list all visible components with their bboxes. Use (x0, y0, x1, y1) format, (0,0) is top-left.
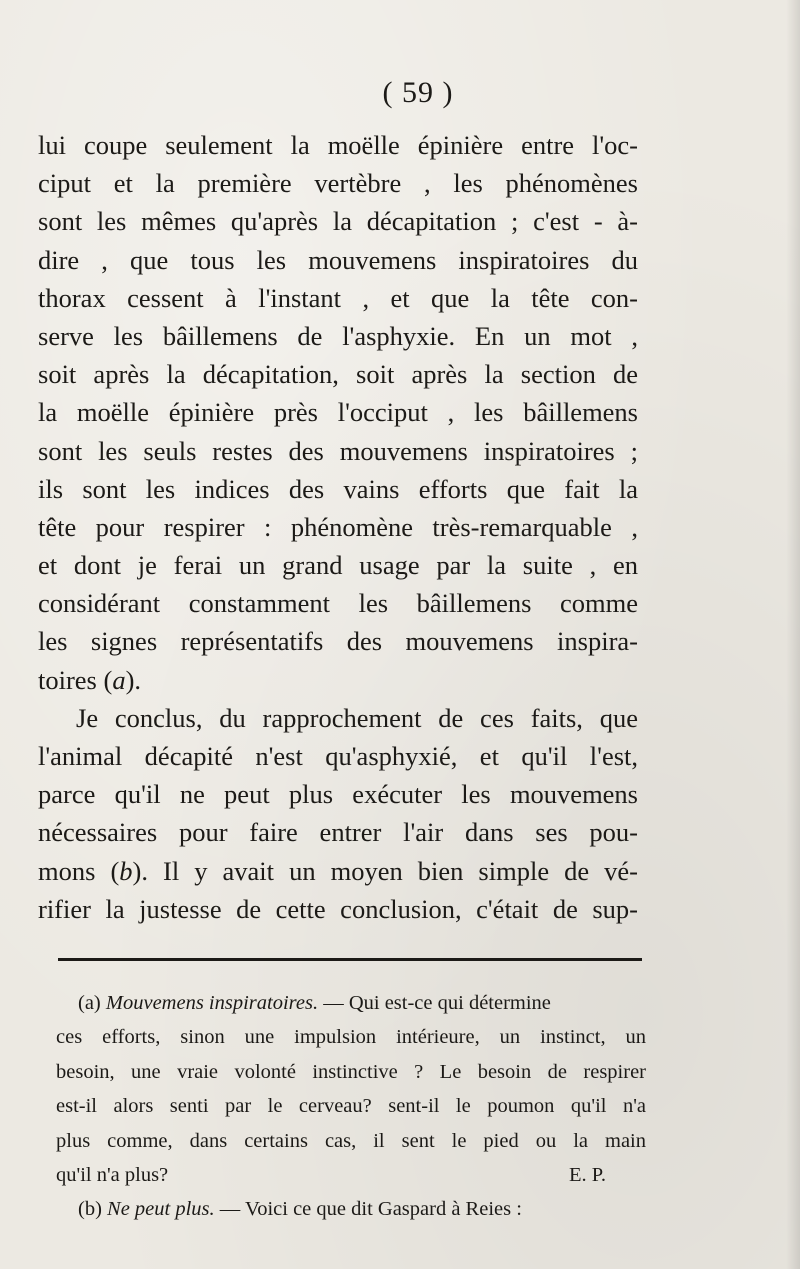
paragraph-start-line: Je conclus, du rapprochement de ces faits, que (76, 702, 638, 733)
text-fragment: ). Il y avait un moyen bien simple de vé- (132, 855, 639, 886)
footnote-ref-b[interactable]: b (119, 855, 133, 886)
footnote-line: plus comme, dans certains cas, il sent le pied ou la main (56, 1129, 646, 1152)
footnote-a-title: Mouvemens inspiratoires. (105, 992, 319, 1014)
footnote-b-text: Voici ce que dit Gaspard à Reies : (245, 1198, 522, 1221)
footnote-line: besoin, une vraie volonté instinctive ? Le besoin de respirer (56, 1060, 646, 1083)
footnote-separator (58, 958, 642, 961)
text-line (38, 852, 638, 890)
footnote-a-last-line (56, 1158, 646, 1192)
footnotes (56, 986, 646, 1227)
footnote-b-title: Ne peut plus. (107, 1198, 215, 1221)
text-line: sont les seuls restes des mouvemens inspiratoires ; (38, 435, 638, 466)
footnote-marker-b: (b) (78, 1198, 102, 1221)
footnote-a-text: Qui est-ce qui détermine (348, 992, 551, 1014)
text-line: ils sont les indices des vains efforts que fait la (38, 473, 638, 504)
text-line: nécessaires pour faire entrer l'air dans ses pou- (38, 817, 638, 848)
footnote-signature: E. P. (568, 1163, 606, 1186)
text-line: tête pour respirer : phénomène très-remarquable , (38, 511, 638, 542)
footnote-line: qu'il n'a plus? (56, 1163, 169, 1186)
page-number: ( 59 ) (382, 76, 454, 109)
text-line: la moëlle épinière près l'occiput , les bâillemens (38, 397, 638, 428)
text-line: rifier la justesse de cette conclusion, c'était de sup- (38, 893, 638, 924)
text-line: sont les mêmes qu'après la décapitation ; c'est - à- (38, 206, 638, 237)
text-fragment: ). (125, 664, 142, 695)
text-line: dire , que tous les mouvemens inspiratoires du (38, 244, 638, 275)
footnote-a-first-line (56, 986, 646, 1020)
text-line: lui coupe seulement la moëlle épinière entre l'oc- (38, 130, 638, 160)
text-line: thorax cessent à l'instant , et que la tête con- (38, 282, 638, 313)
text-line: et dont je ferai un grand usage par la suite , en (38, 550, 638, 581)
footnote-dash: — (219, 1198, 241, 1221)
text-line (38, 661, 638, 699)
footnote-dash: — (323, 992, 344, 1014)
text-line: ciput et la première vertèbre , les phénomènes (38, 168, 638, 199)
footnote-b-line (56, 1192, 646, 1226)
text-line: serve les bâillemens de l'asphyxie. En un mot , (38, 320, 638, 351)
text-fragment: toires ( (38, 664, 113, 695)
text-fragment: mons ( (38, 855, 120, 886)
footnote-line: est-il alors senti par le cerveau? sent-il le poumon qu'il n'a (56, 1095, 646, 1118)
footnote-line: ces efforts, sinon une impulsion intérieure, un instinct, un (56, 1026, 646, 1049)
text-line: l'animal décapité n'est qu'asphyxié, et qu'il l'est, (38, 741, 638, 771)
text-line: les signes représentatifs des mouvemens inspira- (38, 626, 638, 657)
text-line: soit après la décapitation, soit après la section de (38, 359, 638, 390)
footnote-ref-a[interactable]: a (112, 664, 126, 695)
text-line: considérant constamment les bâillemens comme (38, 588, 638, 619)
footnote-marker-a: (a) (78, 992, 101, 1014)
text-line: parce qu'il ne peut plus exécuter les mouvemens (38, 779, 638, 810)
main-text (38, 126, 638, 928)
